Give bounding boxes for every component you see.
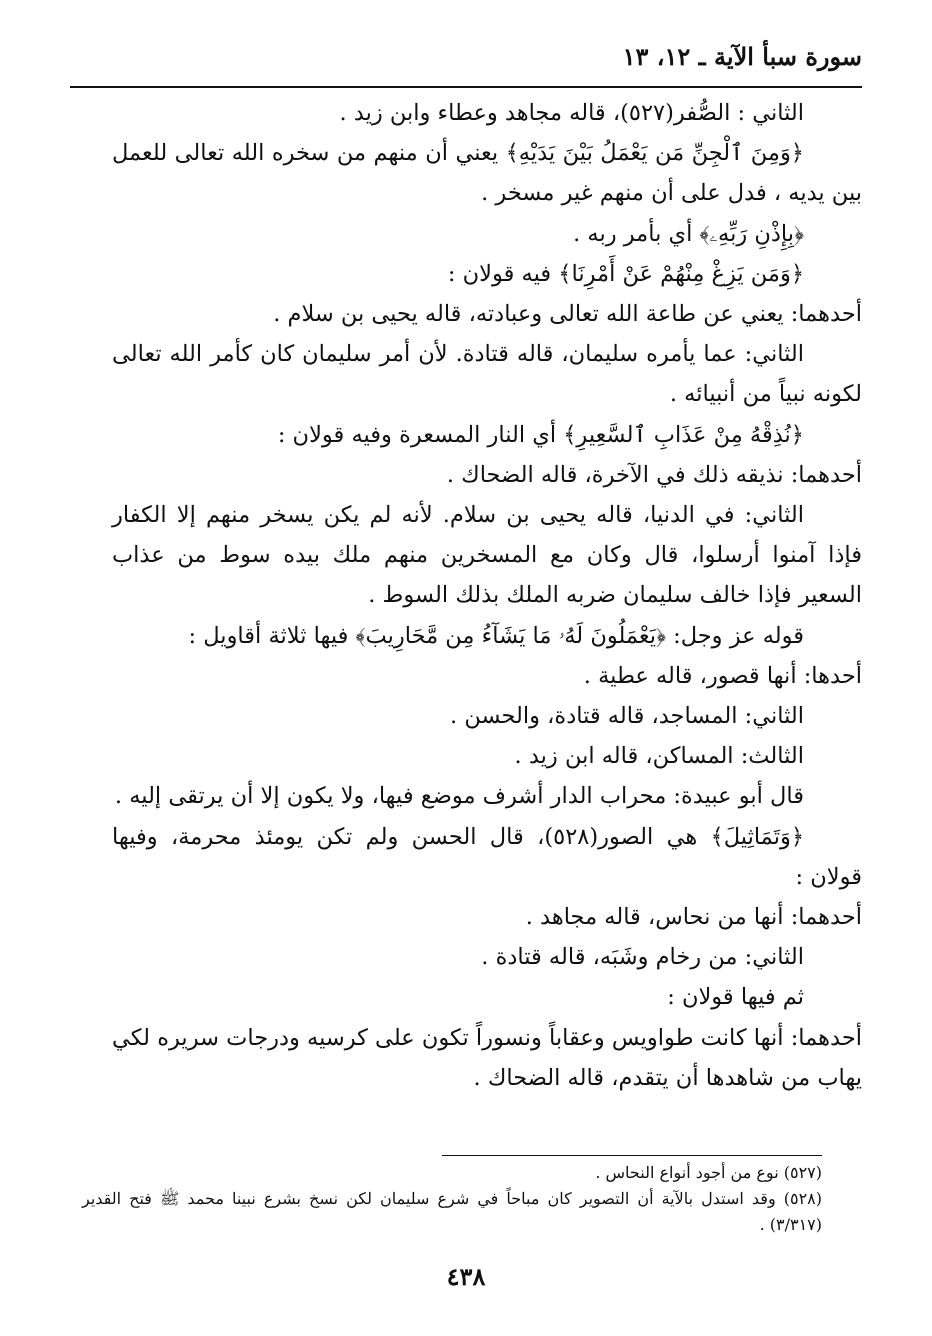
main-text [112, 93, 862, 1098]
paragraph: أحدها: أنها قصور، قاله عطية . [583, 662, 862, 689]
footnote-rule [442, 1155, 822, 1156]
paragraph: الثاني : الصُّفر(٥٢٧)، قاله مجاهد وعطاء وابن زيد . [339, 100, 804, 126]
paragraph: الثاني: في الدنيا، قاله يحيى بن سلام. لأنه لم يكن يسخر منهم إلا الكفار فإذا آمنوا أرسلوا، قال وكان مع المسخرين منهم ملك بيده سوط من عذاب السعير فإذا خالف سليمان ضربه الملك بذلك السوط . [112, 502, 862, 609]
paragraph: أحدهما: يعني عن طاعة الله تعالى وعبادته، قاله يحيى بن سلام . [273, 301, 862, 328]
paragraph: الثاني: عما يأمره سليمان، قاله قتادة. لأن أمر سليمان كان كأمر الله تعالى لكونه نبياً من أنبيائه . [112, 341, 862, 408]
paragraph: ﴿نُذِقْهُ مِنْ عَذَابِ ٱلسَّعِيرِ﴾ أي النار المسعرة وفيه قولان : [277, 421, 804, 448]
paragraph: ﴿وَمِنَ ٱلْجِنِّ مَن يَعْمَلُ بَيْنَ يَدَيْهِ﴾ يعني أن منهم من سخره الله تعالى للعمل بين يديه ، فدل على أن منهم غير مسخر . [112, 140, 862, 207]
paragraph: الثاني: المساجد، قاله قتادة، والحسن . [450, 703, 804, 730]
paragraph: قوله عز وجل: ﴿يَعْمَلُونَ لَهُۥ مَا يَشَآءُ مِن مَّحَارِيبَ﴾ فيها ثلاثة أقاويل : [188, 622, 804, 649]
header-rule [70, 86, 862, 88]
footnote: (٥٢٨) وقد استدل بالآية أن التصوير كان مباحاً في شرع سليمان لكن نسخ بشرع نبينا محمد ﷺ فتح القدير (٣/٣١٧) . [82, 1189, 822, 1234]
paragraph: ثم فيها قولان : [667, 984, 804, 1011]
running-head: سورة سبأ الآية ـ ١٢، ١٣ [622, 42, 862, 71]
paragraph: أحدهما: أنها من نحاس، قاله مجاهد . [525, 904, 862, 931]
footnotes [82, 1160, 822, 1238]
paragraph: الثالث: المساكن، قاله ابن زيد . [514, 743, 804, 770]
paragraph: ﴿بِإِذْنِ رَبِّهِۦ﴾ أي بأمر ربه . [573, 220, 804, 247]
paragraph: الثاني: من رخام وشَبَه، قاله قتادة . [481, 944, 804, 971]
paragraph: قال أبو عبيدة: محراب الدار أشرف موضع فيها، ولا يكون إلا أن يرتقى إليه . [114, 783, 804, 810]
paragraph: ﴿وَمَن يَزِغْ مِنْهُمْ عَنْ أَمْرِنَا﴾ فيه قولان : [447, 260, 804, 287]
paragraph: أحدهما: أنها كانت طواويس وعقاباً ونسوراً تكون على كرسيه ودرجات سريره لكي يهاب من شاهدها أن يتقدم، قاله الضحاك . [112, 1024, 862, 1091]
footnote: (٥٢٧) نوع من أجود أنواع النحاس . [595, 1163, 822, 1182]
paragraph: أحدهما: نذيقه ذلك في الآخرة، قاله الضحاك . [446, 461, 862, 488]
paragraph: ﴿وَتَمَاثِيلَ﴾ هي الصور(٥٢٨)، قال الحسن ولم تكن يومئذ محرمة، وفيها قولان : [112, 823, 862, 890]
page-number: ٤٣٨ [446, 1262, 486, 1291]
